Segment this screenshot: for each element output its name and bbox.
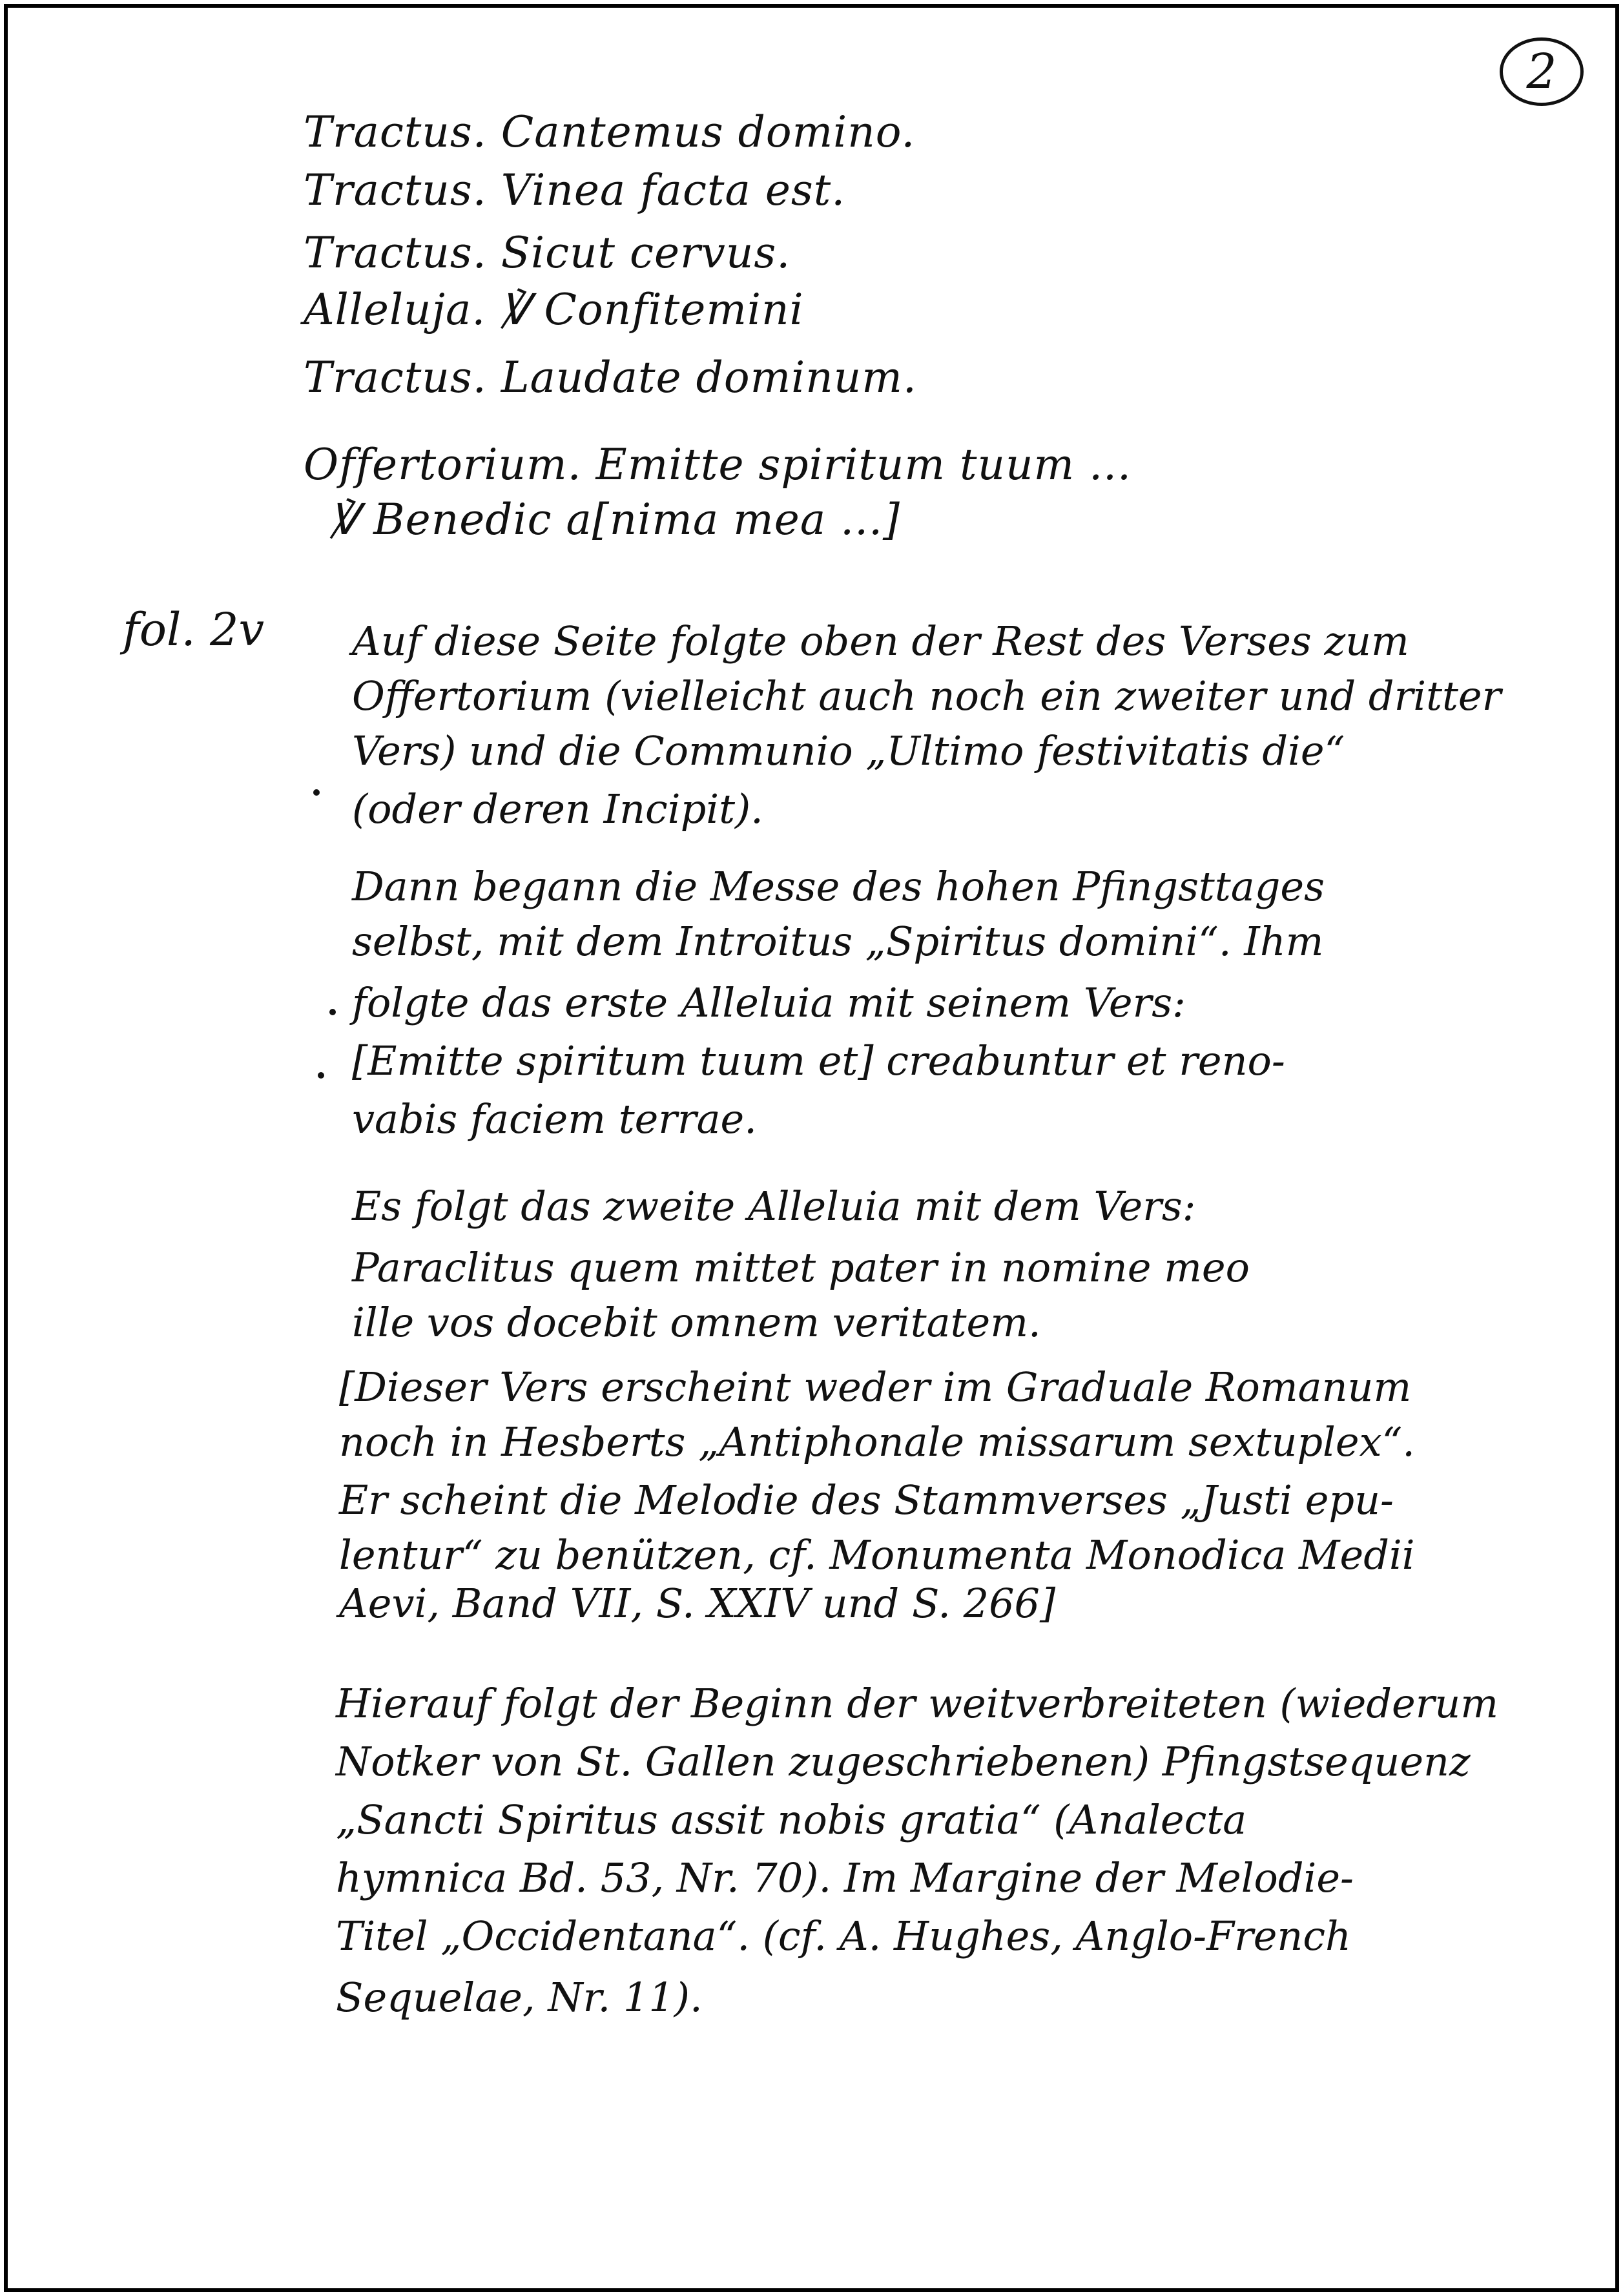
offertorium-line: Offertorium. Emitte spiritum tuum ... <box>304 440 1132 490</box>
folio-label: fol. 2v <box>123 603 265 656</box>
text-line: „Sancti Spiritus assit nobis gratia“ (Analecta <box>336 1796 1247 1843</box>
text-line: [Emitte spiritum tuum et] creabuntur et reno- <box>352 1037 1285 1084</box>
text-line: Sequelae, Nr. 11). <box>336 1974 703 2021</box>
text-line: Dann begann die Messe des hohen Pfingsttages <box>352 863 1325 910</box>
text-line: folgte das erste Alleluia mit seinem Vers: <box>352 979 1186 1026</box>
margin-dot <box>318 1072 324 1079</box>
text-line: Vers) und die Communio „Ultimo festivitatis die“ <box>352 727 1345 774</box>
text-line: Offertorium (vielleicht auch noch ein zweiter und dritter <box>352 672 1502 719</box>
text-line: ille vos docebit omnem veritatem. <box>352 1299 1041 1346</box>
page-number: 2 <box>1500 37 1584 106</box>
text-line: Hierauf folgt der Beginn der weitverbreiteten (wiederum <box>336 1680 1499 1727</box>
text-line: Aevi, Band VII, S. XXIV und S. 266] <box>339 1580 1056 1627</box>
text-line: (oder deren Incipit). <box>352 785 763 833</box>
text-line: Auf diese Seite folgte oben der Rest des Verses zum <box>352 617 1409 665</box>
text-line: hymnica Bd. 53, Nr. 70). Im Margine der Melodie- <box>336 1854 1354 1901</box>
chant-line: Alleluja. ℣ Confitemini <box>304 285 804 335</box>
chant-line: Tractus. Sicut cervus. <box>304 228 791 278</box>
text-line: [Dieser Vers erscheint weder im Graduale Romanum <box>339 1363 1412 1411</box>
chant-line: Tractus. Cantemus domino. <box>304 107 916 157</box>
offertorium-verse-line: ℣ Benedic a[nima mea ...] <box>329 495 900 544</box>
text-line: selbst, mit dem Introitus „Spiritus domini“. Ihm <box>352 918 1324 965</box>
text-line: Titel „Occidentana“. (cf. A. Hughes, Anglo-French <box>336 1912 1351 1960</box>
margin-dot <box>313 789 320 796</box>
text-line: Paraclitus quem mittet pater in nomine meo <box>352 1244 1250 1291</box>
text-line: Notker von St. Gallen zugeschriebenen) Pfingstsequenz <box>336 1738 1471 1785</box>
text-line: noch in Hesberts „Antiphonale missarum sextuplex“. <box>339 1418 1415 1465</box>
margin-dot <box>329 1009 336 1015</box>
chant-line: Tractus. Laudate dominum. <box>304 353 917 402</box>
text-line: Es folgt das zweite Alleluia mit dem Vers: <box>352 1183 1196 1230</box>
text-line: vabis faciem terrae. <box>352 1095 757 1143</box>
chant-line: Tractus. Vinea facta est. <box>304 165 846 215</box>
text-line: lentur“ zu benützen, cf. Monumenta Monodica Medii <box>339 1531 1415 1578</box>
text-line: Er scheint die Melodie des Stammverses „Justi epu- <box>339 1476 1394 1524</box>
